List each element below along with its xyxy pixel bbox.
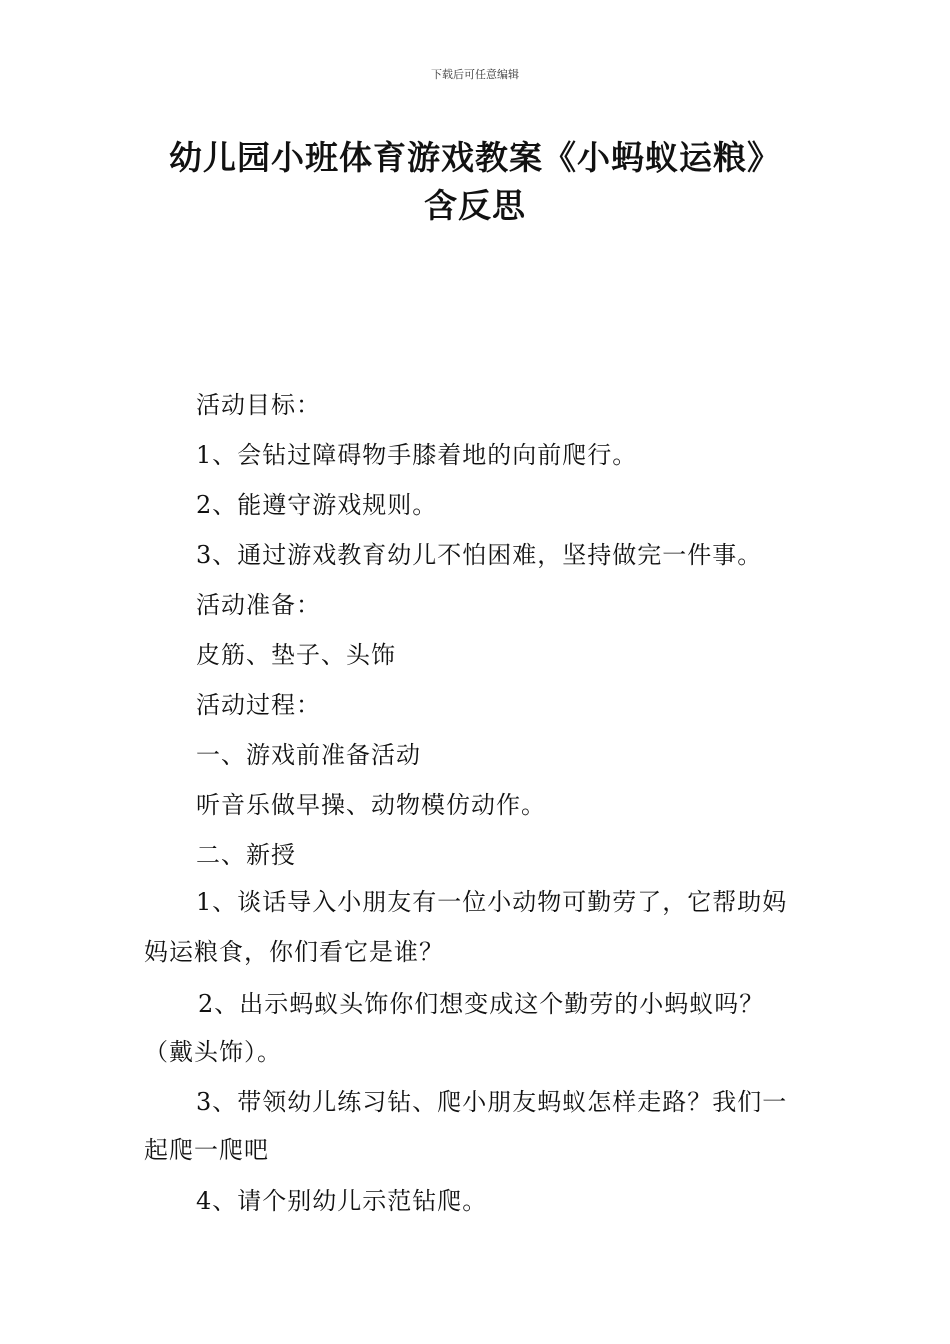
prep-heading: 活动准备： xyxy=(196,591,321,619)
step1-line-1: 1、谈话导入小朋友有一位小动物可勤劳了，它帮助妈 xyxy=(196,888,788,916)
header-note: 下载后可任意编辑 xyxy=(431,68,519,81)
step1-line-2: 妈运粮食，你们看它是谁？ xyxy=(144,938,444,966)
step3-line-2: 起爬一爬吧 xyxy=(144,1136,269,1164)
goal-item-3: 3、通过游戏教育幼儿不怕困难，坚持做完一件事。 xyxy=(196,541,763,569)
document-title-line-1: 幼儿园小班体育游戏教案《小蚂蚁运粮》 xyxy=(169,138,781,177)
document-title-line-2: 含反思 xyxy=(424,186,526,225)
goals-heading: 活动目标： xyxy=(196,391,321,419)
step4-line: 4、请个别幼儿示范钻爬。 xyxy=(196,1187,488,1215)
process-heading: 活动过程： xyxy=(196,691,321,719)
prep-items: 皮筋、垫子、头饰 xyxy=(196,641,396,669)
goal-item-1: 1、会钻过障碍物手膝着地的向前爬行。 xyxy=(196,441,638,469)
part1-heading: 一、游戏前准备活动 xyxy=(196,741,421,769)
step2-line-2: （戴头饰）。 xyxy=(144,1038,282,1066)
step2-line-1: 2、出示蚂蚁头饰你们想变成这个勤劳的小蚂蚁吗？ xyxy=(198,990,765,1018)
goal-item-2: 2、能遵守游戏规则。 xyxy=(196,491,438,519)
step3-line-1: 3、带领幼儿练习钻、爬小朋友蚂蚁怎样走路？我们一 xyxy=(196,1088,788,1116)
part1-text: 听音乐做早操、动物模仿动作。 xyxy=(196,791,546,819)
part2-heading: 二、新授 xyxy=(196,841,296,869)
